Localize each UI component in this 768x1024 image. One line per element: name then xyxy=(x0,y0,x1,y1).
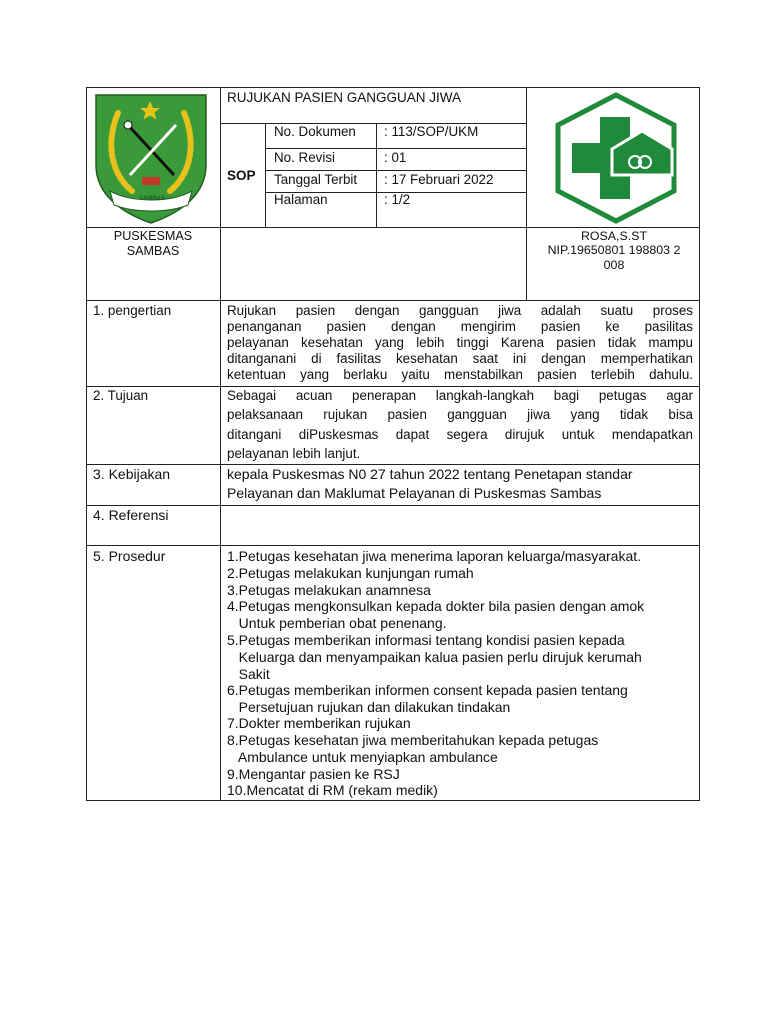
tujuan-line: pelayanan lebih lanjut. xyxy=(227,446,361,461)
sop-label: SOP xyxy=(227,168,256,183)
emblem-caption: SAMBAS xyxy=(138,196,165,202)
row-line-kebijakan xyxy=(86,464,700,465)
tujuan-line: Sebagai acuan penerapan langkah-langkah bagi petugas agar xyxy=(227,388,693,403)
prosedur-step: 1.Petugas kesehatan jiwa menerima laporan keluarga/masyarakat. xyxy=(227,548,642,564)
org-name-line2: SAMBAS xyxy=(126,244,180,258)
section-label-tujuan: 2. Tujuan xyxy=(93,388,149,403)
sop-divider xyxy=(265,123,266,227)
column-divider xyxy=(220,87,221,801)
signer-name: ROSA,S.ST xyxy=(580,229,648,243)
border-bottom xyxy=(86,800,700,801)
prosedur-step-continuation: Untuk pemberian obat penenang. xyxy=(227,615,447,631)
sop-document xyxy=(86,87,700,801)
kebijakan-line: kepala Puskesmas N0 27 tahun 2022 tentang Penetapan standar xyxy=(227,466,633,482)
field-label-revisi: No. Revisi xyxy=(274,150,336,165)
sambas-emblem-logo xyxy=(92,91,212,230)
prosedur-step-continuation: Persetujuan rujukan dan dilakukan tindakan xyxy=(227,699,511,715)
field-label-tanggal: Tanggal Terbit xyxy=(274,172,358,187)
row-line-tujuan xyxy=(86,386,700,387)
header-right-divider xyxy=(526,87,527,300)
section-label-prosedur: 5. Prosedur xyxy=(93,548,166,564)
prosedur-step: 5.Petugas memberikan informasi tentang kondisi pasien kepada xyxy=(227,632,625,648)
prosedur-step-continuation: Keluarga dan menyampaikan kalua pasien perlu dirujuk kerumah xyxy=(227,649,642,665)
field-row-line-2 xyxy=(265,170,526,171)
tujuan-line: ditangani diPuskesmas dapat segera dirujuk untuk mendapatkan xyxy=(227,427,693,442)
field-value-tanggal: : 17 Februari 2022 xyxy=(384,172,494,187)
pengertian-line: penanganan pasien dengan mengirim pasien ke pasilitas xyxy=(227,319,693,334)
signer-nip-line1: NIP.19650801 198803 2 xyxy=(547,243,681,257)
puskesmas-logo xyxy=(552,91,680,230)
prosedur-step-continuation: Ambulance untuk menyiapkan ambulance xyxy=(227,749,498,765)
border-left xyxy=(86,87,87,801)
signature-row-line xyxy=(86,300,700,301)
prosedur-step: 6.Petugas memberikan informen consent kepada pasien tentang xyxy=(227,682,628,698)
pengertian-line: Rujukan pasien dengan gangguan jiwa adalah suatu proses xyxy=(227,303,693,318)
field-label-dokumen: No. Dokumen xyxy=(274,124,356,139)
border-right xyxy=(699,87,700,801)
prosedur-step: 7.Dokter memberikan rujukan xyxy=(227,715,411,731)
document-title: RUJUKAN PASIEN GANGGUAN JIWA xyxy=(227,90,462,105)
row-line-referensi xyxy=(86,505,700,506)
field-value-revisi: : 01 xyxy=(384,150,407,165)
kebijakan-line: Pelayanan dan Maklumat Pelayanan di Puskesmas Sambas xyxy=(227,485,602,501)
pengertian-line: ditanganani di fasilitas kesehatan saat ini dengan memperhatikan xyxy=(227,351,693,366)
field-value-halaman: : 1/2 xyxy=(384,192,411,207)
signer-nip-line2: 008 xyxy=(603,258,625,272)
border-top xyxy=(86,87,700,88)
field-label-halaman: Halaman xyxy=(274,192,328,207)
prosedur-step-continuation: Sakit xyxy=(227,666,270,682)
prosedur-step: 8.Petugas kesehatan jiwa memberitahukan kepada petugas xyxy=(227,732,599,748)
field-divider xyxy=(376,123,377,227)
field-value-dokumen: : 113/SOP/UKM xyxy=(384,124,479,139)
prosedur-step: 2.Petugas melakukan kunjungan rumah xyxy=(227,565,474,581)
tujuan-line: pelaksanaan rujukan pasien gangguan jiwa yang tidak bisa xyxy=(227,407,693,422)
section-label-kebijakan: 3. Kebijakan xyxy=(93,466,171,482)
prosedur-step: 3.Petugas melakukan anamnesa xyxy=(227,582,431,598)
section-label-pengertian: 1. pengertian xyxy=(93,303,172,318)
prosedur-step: 10.Mencatat di RM (rekam medik) xyxy=(227,782,438,798)
pengertian-line: ketentuan yang berlaku yaitu menstabilkan pasien terlebih dahulu. xyxy=(227,367,693,382)
org-name-line1: PUSKESMAS xyxy=(113,229,193,243)
pengertian-line: pelayanan kesehatan yang lebih tinggi Karena pasien tidak mampu xyxy=(227,335,693,350)
field-row-line-1 xyxy=(265,148,526,149)
row-line-prosedur xyxy=(86,545,700,546)
prosedur-step: 4.Petugas mengkonsulkan kepada dokter bila pasien dengan amok xyxy=(227,598,645,614)
section-label-referensi: 4. Referensi xyxy=(93,507,169,523)
prosedur-step: 9.Mengantar pasien ke RSJ xyxy=(227,766,400,782)
